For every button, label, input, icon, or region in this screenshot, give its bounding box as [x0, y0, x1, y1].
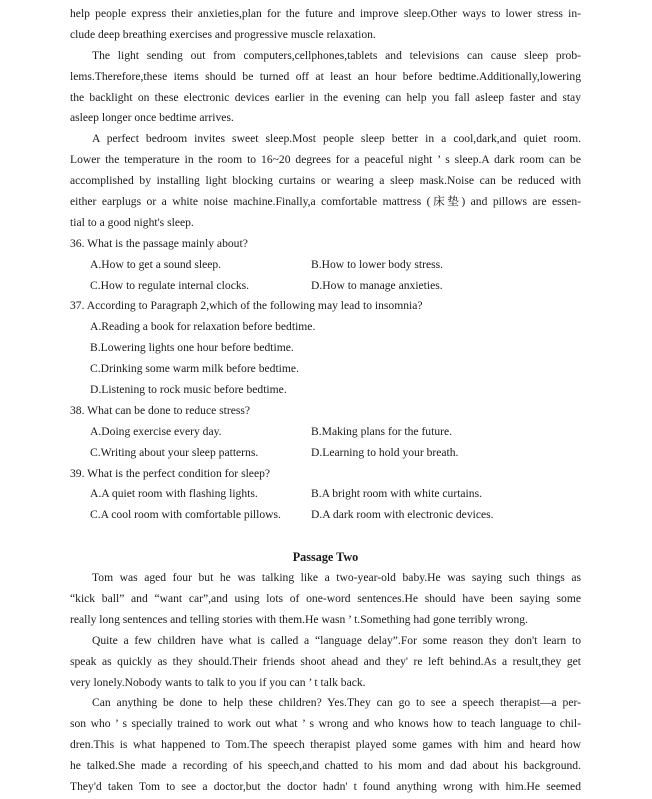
- paragraph: [70, 568, 581, 631]
- text-line: A perfect bedroom invites sweet sleep.Most people sleep better in a cool,dark,and quiet room.: [92, 132, 581, 146]
- section-gap: [70, 526, 581, 547]
- option-c: C.Drinking some warm milk before bedtime.: [90, 362, 299, 376]
- option-row: [70, 276, 581, 297]
- document-page: [70, 4, 581, 798]
- text-line: son who ’ s specially trained to work out what ’ s wrong and who knows how to teach language to chil-: [70, 717, 581, 731]
- question-stem: 39. What is the perfect condition for sleep?: [70, 466, 271, 480]
- option-row: [70, 505, 581, 526]
- option-row: [70, 443, 581, 464]
- text-line: he talked.She made a recording of his speech,and chatted to his mom and dad about his background.: [70, 759, 581, 773]
- option-a: A.A quiet room with flashing lights.: [90, 487, 258, 501]
- text-line: Lower the temperature in the room to 16~20 degrees for a peaceful night ’ s sleep.A dark room can be: [70, 153, 581, 167]
- text-line: accomplished by installing light blocking curtains or wearing a sleep mask.Noise can be reduced with: [70, 174, 581, 188]
- text-line: dren.This is what happened to Tom.The speech therapist played some games with him and heard how: [70, 738, 581, 752]
- option-a: A.How to get a sound sleep.: [90, 257, 222, 271]
- text-line: help people express their anxieties,plan for the future and improve sleep.Other ways to lower stress in-: [70, 7, 581, 20]
- text-line: Can anything be done to help these children? Yes.They can go to see a speech therapist—a per-: [92, 696, 581, 710]
- passage-title: Passage Two: [292, 550, 359, 565]
- question-38: [70, 401, 581, 464]
- text-line: “kick ball” and “want car”,and using lots of one-word sentences.He should have been saying some: [70, 591, 581, 605]
- option-row: [70, 484, 581, 505]
- text-line: Quite a few children have what is called a “language delay”.For some reason they don't learn to: [92, 633, 581, 647]
- text-line: They'd taken Tom to see a doctor,but the doctor hadn' t found anything wrong with him.He seemed: [70, 779, 581, 793]
- option-b: B.How to lower body stress.: [311, 257, 444, 271]
- option-d: D.Listening to rock music before bedtime.: [90, 383, 287, 397]
- option-d: D.Learning to hold your breath.: [311, 445, 459, 459]
- text-line: The light sending out from computers,cellphones,tablets and televisions can cause sleep prob-: [92, 48, 581, 62]
- paragraph: [70, 129, 581, 233]
- option-row: [70, 422, 581, 443]
- option-d: D.How to manage anxieties.: [311, 278, 443, 292]
- option-d: D.A dark room with electronic devices.: [311, 508, 494, 522]
- paragraph: [70, 4, 581, 46]
- text-line: Tom was aged four but he was talking like a two-year-old baby.He was saying such things as: [92, 571, 581, 585]
- option-b: B.A bright room with white curtains.: [311, 487, 482, 501]
- option-row: [70, 255, 581, 276]
- question-36: [70, 234, 581, 297]
- question-37: [70, 296, 581, 400]
- question-39: [70, 464, 581, 527]
- text-line: asleep longer once bedtime arrives.: [70, 111, 234, 125]
- text-line: tial to a good night's sleep.: [70, 215, 194, 229]
- question-stem: 37. According to Paragraph 2,which of the following may lead to insomnia?: [70, 299, 423, 313]
- paragraph: [70, 46, 581, 130]
- text-line: really long sentences and telling stories with them.He wasn ’ t.Something had gone terribly wrong.: [70, 612, 528, 626]
- option-c: C.A cool room with comfortable pillows.: [90, 508, 281, 522]
- option-b: B.Lowering lights one hour before bedtime.: [90, 341, 294, 355]
- text-line: very lonely.Nobody wants to talk to you if you can ’ t talk back.: [70, 675, 366, 689]
- text-line: speak as quickly as they should.Their friends shoot ahead and they' re left behind.As a result,they get: [70, 654, 581, 668]
- option-a: A.Doing exercise every day.: [90, 424, 222, 438]
- paragraph: [70, 693, 581, 797]
- text-line: the backlight on these electronic devices earlier in the evening can help you fall asleep faster and stay: [70, 90, 581, 104]
- option-c: C.How to regulate internal clocks.: [90, 278, 250, 292]
- option-c: C.Writing about your sleep patterns.: [90, 445, 259, 459]
- text-line: lems.Therefore,these items should be turned off at least an hour before bedtime.Additionally,lowering: [70, 69, 581, 83]
- option-b: B.Making plans for the future.: [311, 424, 453, 438]
- paragraph: [70, 631, 581, 694]
- question-stem: 38. What can be done to reduce stress?: [70, 403, 251, 417]
- text-line: either earplugs or a white noise machine.Finally,a comfortable mattress (床垫) and pillows are essen-: [70, 195, 581, 209]
- question-stem: 36. What is the passage mainly about?: [70, 236, 248, 250]
- option-a: A.Reading a book for relaxation before bedtime.: [90, 320, 316, 334]
- text-line: clude deep breathing exercises and progressive muscle relaxation.: [70, 27, 376, 41]
